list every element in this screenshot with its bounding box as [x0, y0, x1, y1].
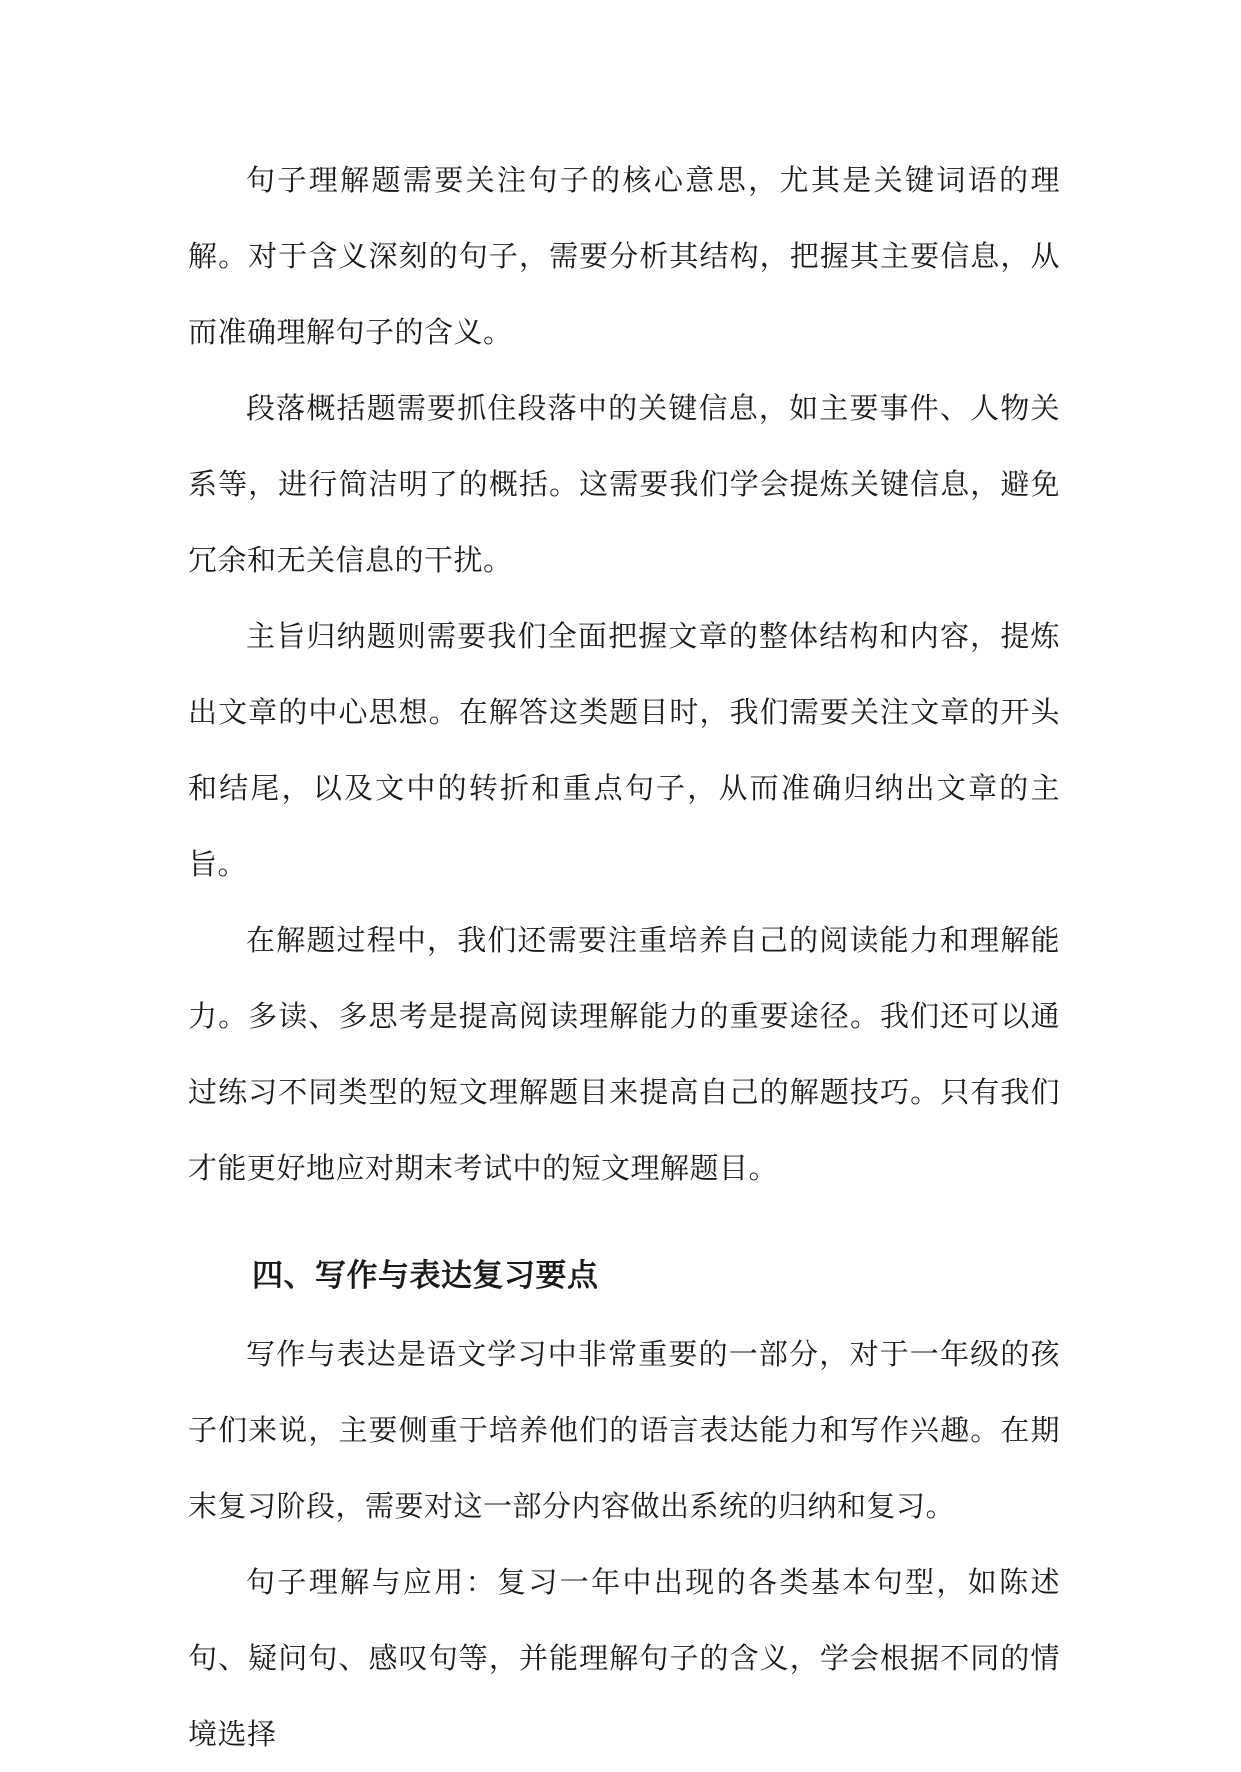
paragraph-main-idea: 主旨归纳题则需要我们全面把握文章的整体结构和内容，提炼出文章的中心思想。在解答这类题目时，我们需要关注文章的开头和结尾，以及文中的转折和重点句子，从而准确归纳出文章的主旨。 [188, 619, 1060, 881]
paragraph-paragraph-summary: 段落概括题需要抓住段落中的关键信息，如主要事件、人物关系等，进行简洁明了的概括。这需要我们学会提炼关键信息，避免冗余和无关信息的干扰。 [188, 391, 1060, 577]
paragraph-sentence-application: 句子理解与应用：复习一年中出现的各类基本句型，如陈述句、疑问句、感叹句等，并能理解句子的含义，学会根据不同的情境选择 [188, 1565, 1060, 1751]
paragraph-sentence-comprehension: 句子理解题需要关注句子的核心意思，尤其是关键词语的理解。对于含义深刻的句子，需要分析其结构，把握其主要信息，从而准确理解句子的含义。 [188, 163, 1060, 349]
document-body [188, 142, 1060, 1772]
section-heading-writing: 四、写作与表达复习要点 [252, 1258, 599, 1294]
paragraph-writing-intro: 写作与表达是语文学习中非常重要的一部分，对于一年级的孩子们来说，主要侧重于培养他们的语言表达能力和写作兴趣。在期末复习阶段，需要对这一部分内容做出系统的归纳和复习。 [188, 1337, 1060, 1523]
paragraph-problem-solving: 在解题过程中，我们还需要注重培养自己的阅读能力和理解能力。多读、多思考是提高阅读理解能力的重要途径。我们还可以通过练习不同类型的短文理解题目来提高自己的解题技巧。只有我们才能更好地应对期末考试中的短文理解题目。 [188, 923, 1060, 1185]
